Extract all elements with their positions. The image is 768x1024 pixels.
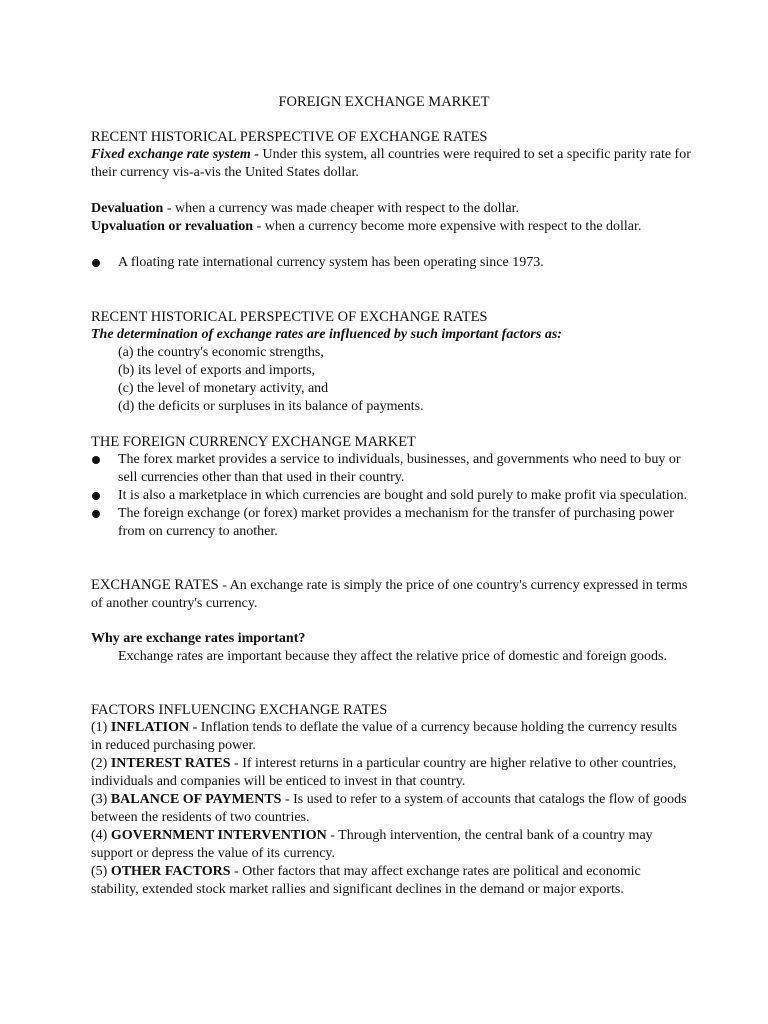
forex-bullet-list: [91, 451, 691, 541]
factor-term: INTEREST RATES: [110, 756, 231, 771]
exchange-rates-term: EXCHANGE RATES: [91, 577, 219, 593]
fixed-rate-term: Fixed exchange rate system -: [91, 147, 259, 162]
factor-paragraph: (5) OTHER FACTORS - Other factors that may affect exchange rates are political and economic stability, extended stock market rallies and significant declines in the demand or major exports.: [91, 864, 641, 897]
factor-paragraph: (3) BALANCE OF PAYMENTS - Is used to refer to a system of accounts that catalogs the flow of goods between the residents of two countries.: [91, 792, 687, 825]
factor-term: GOVERNMENT INTERVENTION: [110, 828, 327, 843]
floating-rate-list: [91, 254, 691, 272]
exchange-rates-text: - An exchange rate is simply the price of one country's currency expressed in terms of another country's currency.: [91, 578, 688, 611]
list-item: The forex market provides a service to individuals, businesses, and governments who need to buy or sell currencies other than that used in their country.: [91, 451, 691, 487]
section-heading: THE FOREIGN CURRENCY EXCHANGE MARKET: [91, 434, 416, 450]
section-why-important: [91, 630, 691, 666]
list-item: It is also a marketplace in which currencies are bought and sold purely to make profit via speculation.: [91, 487, 691, 505]
devaluation-term: Devaluation: [91, 201, 164, 216]
section-heading: RECENT HISTORICAL PERSPECTIVE OF EXCHANGE RATES: [91, 309, 488, 325]
factor-term: OTHER FACTORS: [110, 864, 231, 879]
section-heading: RECENT HISTORICAL PERSPECTIVE OF EXCHANGE RATES: [91, 129, 488, 145]
list-item: A floating rate international currency system has been operating since 1973.: [91, 254, 691, 272]
bullet-icon: [92, 456, 100, 464]
fixed-rate-paragraph: [91, 146, 691, 182]
devaluation-paragraph: [91, 200, 691, 218]
upvaluation-text: - when a currency become more expensive with respect to the dollar.: [253, 219, 642, 234]
factor-item: (a) the country's economic strengths,: [118, 345, 324, 360]
factor-item: (d) the deficits or surpluses in its balance of payments.: [118, 399, 424, 414]
factor-term: INFLATION: [110, 720, 190, 735]
factor-paragraph: (1) INFLATION - Inflation tends to deflate the value of a currency because holding the currency results in reduced purchasing power.: [91, 720, 678, 753]
document-title: FOREIGN EXCHANGE MARKET: [278, 94, 490, 110]
bullet-icon: [92, 510, 100, 518]
exchange-rates-paragraph: [91, 576, 691, 613]
section-historical-perspective-1: [91, 128, 691, 272]
section-factors: [91, 701, 691, 899]
bullet-icon: [92, 492, 100, 500]
factor-term: BALANCE OF PAYMENTS: [110, 792, 282, 807]
upvaluation-paragraph: [91, 218, 691, 236]
devaluation-text: - when a currency was made cheaper with respect to the dollar.: [163, 201, 520, 216]
section-historical-perspective-2: [91, 308, 691, 416]
section-heading: FACTORS INFLUENCING EXCHANGE RATES: [91, 702, 388, 718]
section-heading: Why are exchange rates important?: [91, 631, 306, 646]
why-important-text: Exchange rates are important because they affect the relative price of domestic and foreign goods.: [118, 649, 668, 664]
section-exchange-rates: [91, 576, 691, 613]
factor-item: (b) its level of exports and imports,: [118, 363, 316, 378]
list-item: The foreign exchange (or forex) market provides a mechanism for the transfer of purchasing power from on currency to another.: [91, 505, 691, 541]
fixed-rate-text: Under this system, all countries were required to set a specific parity rate for their currency vis-a-vis the United States dollar.: [91, 147, 691, 180]
section-forex-market: [91, 433, 691, 541]
bullet-icon: [92, 259, 100, 267]
upvaluation-term: Upvaluation or revaluation: [91, 219, 254, 234]
section-subheading: The determination of exchange rates are influenced by such important factors as:: [91, 327, 562, 342]
factor-item: (c) the level of monetary activity, and: [118, 381, 329, 396]
factor-paragraph: (2) INTEREST RATES - If interest returns in a particular country are higher relative to other countries, individuals and companies will be enticed to invest in that country.: [91, 756, 677, 789]
factor-paragraph: (4) GOVERNMENT INTERVENTION - Through intervention, the central bank of a country may support or depress the value of its currency.: [91, 828, 653, 861]
